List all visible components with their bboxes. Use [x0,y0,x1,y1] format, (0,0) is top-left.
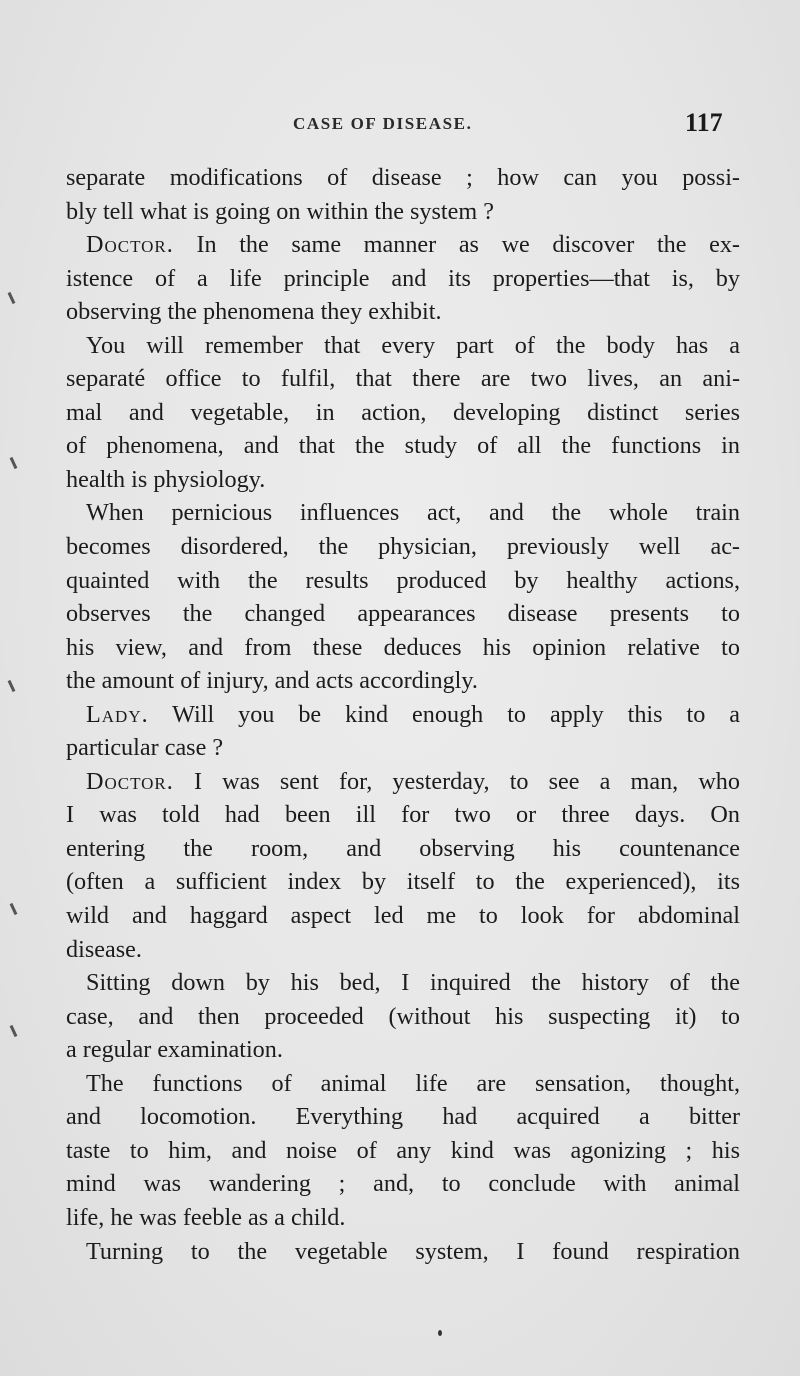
line-text: his view, and from these deduces his opinion relative to [66,633,740,661]
line-text: Will you be kind enough to apply this to a [148,700,740,728]
text-line [66,1033,740,1067]
line-text: I was sent for, yesterday, to see a man, who [173,767,740,795]
body-text [66,161,740,1268]
text-line [66,664,740,698]
text-line [66,631,740,665]
line-text: particular case ? [66,734,224,762]
line-text: life, he was feeble as a child. [66,1203,346,1231]
page-number: 117 [685,108,723,137]
text-line [66,1100,740,1134]
speaker-name: Doctor. [86,231,174,259]
line-text: mind was wandering ; and, to conclude with animal [66,1170,740,1198]
speaker-name: Doctor. [86,767,174,795]
line-text: Turning to the vegetable system, I found respiration [86,1237,740,1265]
margin-mark [10,457,18,469]
print-speck [438,1330,442,1336]
text-line [66,1201,740,1235]
line-text: (often a sufficient index by itself to the experienced), its [66,868,740,896]
text-line [66,262,740,296]
text-line [66,1167,740,1201]
text-line [66,329,740,363]
text-line [66,765,740,799]
line-text: disease. [66,935,142,963]
speaker-name: Lady. [86,700,149,728]
line-text: mal and vegetable, in action, developing distinct series [66,398,740,426]
text-line [66,731,740,765]
text-line [66,362,740,396]
margin-mark [8,292,16,304]
text-line [66,1134,740,1168]
running-head [0,108,800,138]
line-text: In the same manner as we discover the ex- [173,231,740,259]
line-text: of phenomena, and that the study of all the functions in [66,432,740,460]
line-text: wild and haggard aspect led me to look for abdominal [66,902,740,930]
line-text: becomes disordered, the physician, previously well ac- [66,533,740,561]
text-line [66,161,740,195]
text-line [66,597,740,631]
margin-mark [10,1025,18,1037]
text-line [66,228,740,262]
line-text: and locomotion. Everything had acquired a bitter [66,1103,740,1131]
line-text: case, and then proceeded (without his suspecting it) to [66,1002,740,1030]
text-line [66,463,740,497]
line-text: istence of a life principle and its properties—that is, by [66,264,740,292]
line-text: Sitting down by his bed, I inquired the history of the [86,969,740,997]
line-text: a regular examination. [66,1036,283,1064]
line-text: observing the phenomena they exhibit. [66,298,442,326]
line-text: The functions of animal life are sensation, thought, [86,1069,740,1097]
text-line [66,899,740,933]
line-text: taste to him, and noise of any kind was agonizing ; his [66,1136,740,1164]
text-line [66,295,740,329]
text-line [66,933,740,967]
line-text: entering the room, and observing his countenance [66,834,740,862]
line-text: separate modifications of disease ; how can you possi- [66,164,740,191]
line-text: You will remember that every part of the body has a [86,331,740,359]
line-text: quainted with the results produced by healthy actions, [66,566,740,594]
line-text: I was told had been ill for two or three days. On [66,801,740,829]
text-line [66,832,740,866]
text-line [66,564,740,598]
margin-mark [8,680,16,692]
text-line [66,530,740,564]
text-line [66,1000,740,1034]
line-text: health is physiology. [66,465,266,493]
text-line [66,396,740,430]
text-line [66,798,740,832]
line-text: observes the changed appearances disease presents to [66,600,740,628]
margin-mark [10,903,18,915]
line-text: When pernicious influences act, and the whole train [86,499,740,527]
line-text: bly tell what is going on within the system ? [66,197,494,225]
line-text: the amount of injury, and acts accordingly. [66,667,478,695]
text-line [66,1067,740,1101]
text-line [66,1235,740,1269]
text-line [66,966,740,1000]
text-line [66,865,740,899]
text-line [66,698,740,732]
running-head-title: CASE OF DISEASE. [293,114,473,133]
text-line [66,496,740,530]
line-text: separaté office to fulfil, that there are two lives, an ani- [66,365,740,393]
text-line [66,429,740,463]
text-line [66,195,740,229]
